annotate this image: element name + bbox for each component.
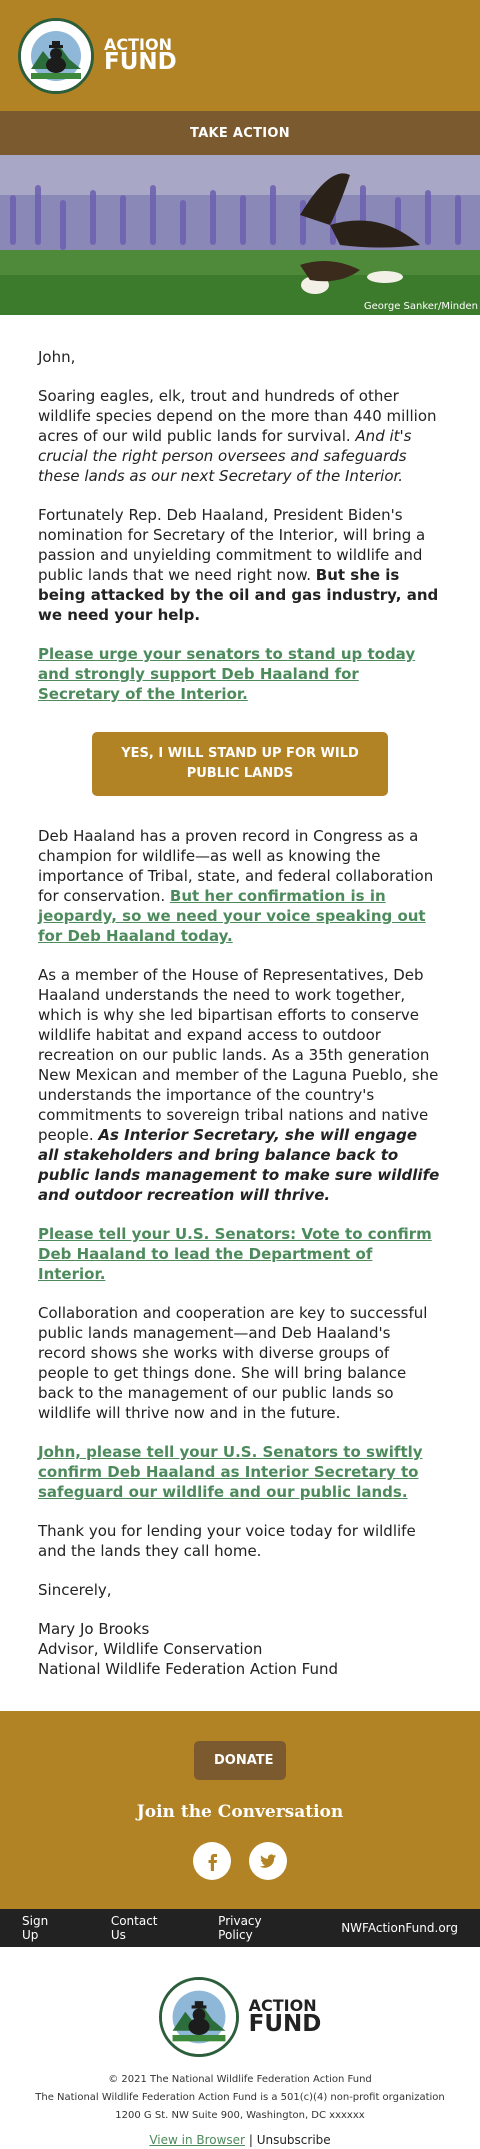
confirmation-jeopardy-link[interactable]: But her confirmation is in jeopardy, so we need your voice speaking out for Deb Haaland today.: [38, 887, 426, 945]
footer-logo-wordmark: [249, 1998, 322, 2035]
eagle-illustration: [0, 155, 480, 315]
nwf-seal-icon: [18, 18, 94, 94]
join-conversation-heading: Join the Conversation: [136, 1802, 344, 1822]
paragraph-1-text: Soaring eagles, elk, trout and hundreds of other wildlife species depend on the more than 440 million acres of our wild public lands for survival.: [38, 387, 437, 445]
nav-privacy-policy[interactable]: Privacy Policy: [218, 1914, 262, 1942]
paragraph-2-text: Fortunately Rep. Deb Haaland, President Biden's nomination for Secretary of the Interior, will bring a passion and unyielding commitment to wildlife and public lands that we need right now.: [38, 506, 426, 584]
address: 1200 G St. NW Suite 900, Washington, DC xxxxxx: [115, 2110, 365, 2121]
vote-to-confirm-link[interactable]: Please tell your U.S. Senators: Vote to confirm Deb Haaland to lead the Department of Interior.: [38, 1225, 432, 1283]
paragraph-1: [38, 386, 442, 486]
photo-credit: George Sanker/Minden: [363, 301, 478, 312]
paragraph-3: [38, 826, 442, 946]
twitter-icon[interactable]: [249, 1842, 287, 1880]
urge-senators-link[interactable]: Please urge your senators to stand up today and strongly support Deb Haaland for Secretary of the Interior.: [38, 645, 416, 703]
paragraph-6: Thank you for lending your voice today for wildlife and the lands they call home.: [38, 1522, 416, 1560]
paragraph-2: [38, 505, 442, 625]
take-action-link[interactable]: TAKE ACTION: [0, 111, 480, 155]
paragraph-2-bold: But she is being attacked by the oil and gas industry, and we need your help.: [38, 566, 439, 624]
copyright: © 2021 The National Wildlife Federation Action Fund: [108, 2074, 372, 2085]
org-statement: The National Wildlife Federation Action Fund is a 501(c)(4) non-profit organization: [35, 2092, 445, 2103]
signature-org: National Wildlife Federation Action Fund: [38, 1660, 338, 1678]
nwf-action-fund-logo[interactable]: [18, 18, 177, 94]
paragraph-3-text: Deb Haaland has a proven record in Congress as a champion for wildlife—as well as knowing the importance of Tribal, state, and federal collaboration for conservation.: [38, 827, 434, 905]
link-paragraph-3: [38, 1442, 442, 1502]
footer-nav: [0, 1909, 480, 1947]
paragraph-4: [38, 965, 442, 1205]
nav-sign-up[interactable]: Sign Up: [22, 1914, 49, 1942]
nav-contact-us[interactable]: Contact Us: [110, 1914, 158, 1942]
logo-wordmark: [104, 34, 177, 76]
stand-up-button[interactable]: YES, I WILL STAND UP FOR WILD PUBLIC LANDS: [92, 732, 388, 796]
nav-website[interactable]: NWFActionFund.org: [341, 1921, 458, 1935]
logo-fund-text: FUND: [104, 49, 177, 76]
paragraph-4-bold-emphasis: As Interior Secretary, she will engage all stakeholders and bring balance back to public lands management to make sure wildlife and outdoor recreation will thrive.: [38, 1126, 440, 1204]
footer-logo-action: ACTION: [248, 1996, 317, 2016]
unsubscribe-link[interactable]: Unsubscribe: [256, 2133, 331, 2147]
salutation: John,: [38, 348, 76, 366]
logo-action-text: ACTION: [104, 34, 172, 54]
footer-nwf-seal-icon: [159, 1977, 239, 2057]
footer-gold-section: [0, 1711, 480, 1909]
swiftly-confirm-link[interactable]: John, please tell your U.S. Senators to swiftly confirm Deb Haaland as Interior Secretary to safeguard our wildlife and our public lands.: [38, 1443, 423, 1501]
hero-image-eagle-lupines: [0, 155, 480, 315]
paragraph-1-emphasis: And it's crucial the right person oversees and safeguards these lands as our next Secretary of the Interior.: [38, 427, 412, 485]
header-bar: [0, 0, 480, 111]
facebook-icon[interactable]: [193, 1842, 231, 1880]
link-separator: |: [248, 2133, 253, 2147]
link-paragraph-1: [38, 644, 442, 704]
link-paragraph-2: [38, 1224, 442, 1284]
cta-wrapper: [38, 732, 442, 796]
signature-title: Advisor, Wildlife Conservation: [38, 1640, 263, 1658]
email-body: [0, 347, 480, 1679]
closing: Sincerely,: [38, 1581, 112, 1599]
signature-block: [38, 1619, 442, 1679]
footer-logo[interactable]: [159, 1977, 322, 2057]
paragraph-5: Collaboration and cooperation are key to successful public lands management—and Deb Haaland's record shows she works with diverse groups of people to get things done. She will bring balance back to the management of our public lands so wildlife will thrive now and in the future.: [38, 1304, 428, 1422]
legal-text: [35, 2071, 444, 2149]
signature-name: Mary Jo Brooks: [38, 1620, 150, 1638]
social-links: [193, 1842, 287, 1880]
legal-links: [35, 2131, 444, 2149]
footer-logo-fund: FUND: [248, 2010, 322, 2037]
donate-button[interactable]: DONATE: [194, 1741, 286, 1780]
view-in-browser-link[interactable]: View in Browser: [149, 2133, 245, 2147]
footer-bottom: [0, 1947, 480, 2149]
paragraph-4-text: As a member of the House of Representatives, Deb Haaland understands the need to work together, which is why she led bipartisan efforts to conserve wildlife habitat and expand access to outdoor recreation on our public lands. As a 35th generation New Mexican and member of the Laguna Pueblo, she understands the importance of the country's commitments to sovereign tribal nations and native people.: [38, 966, 439, 1144]
